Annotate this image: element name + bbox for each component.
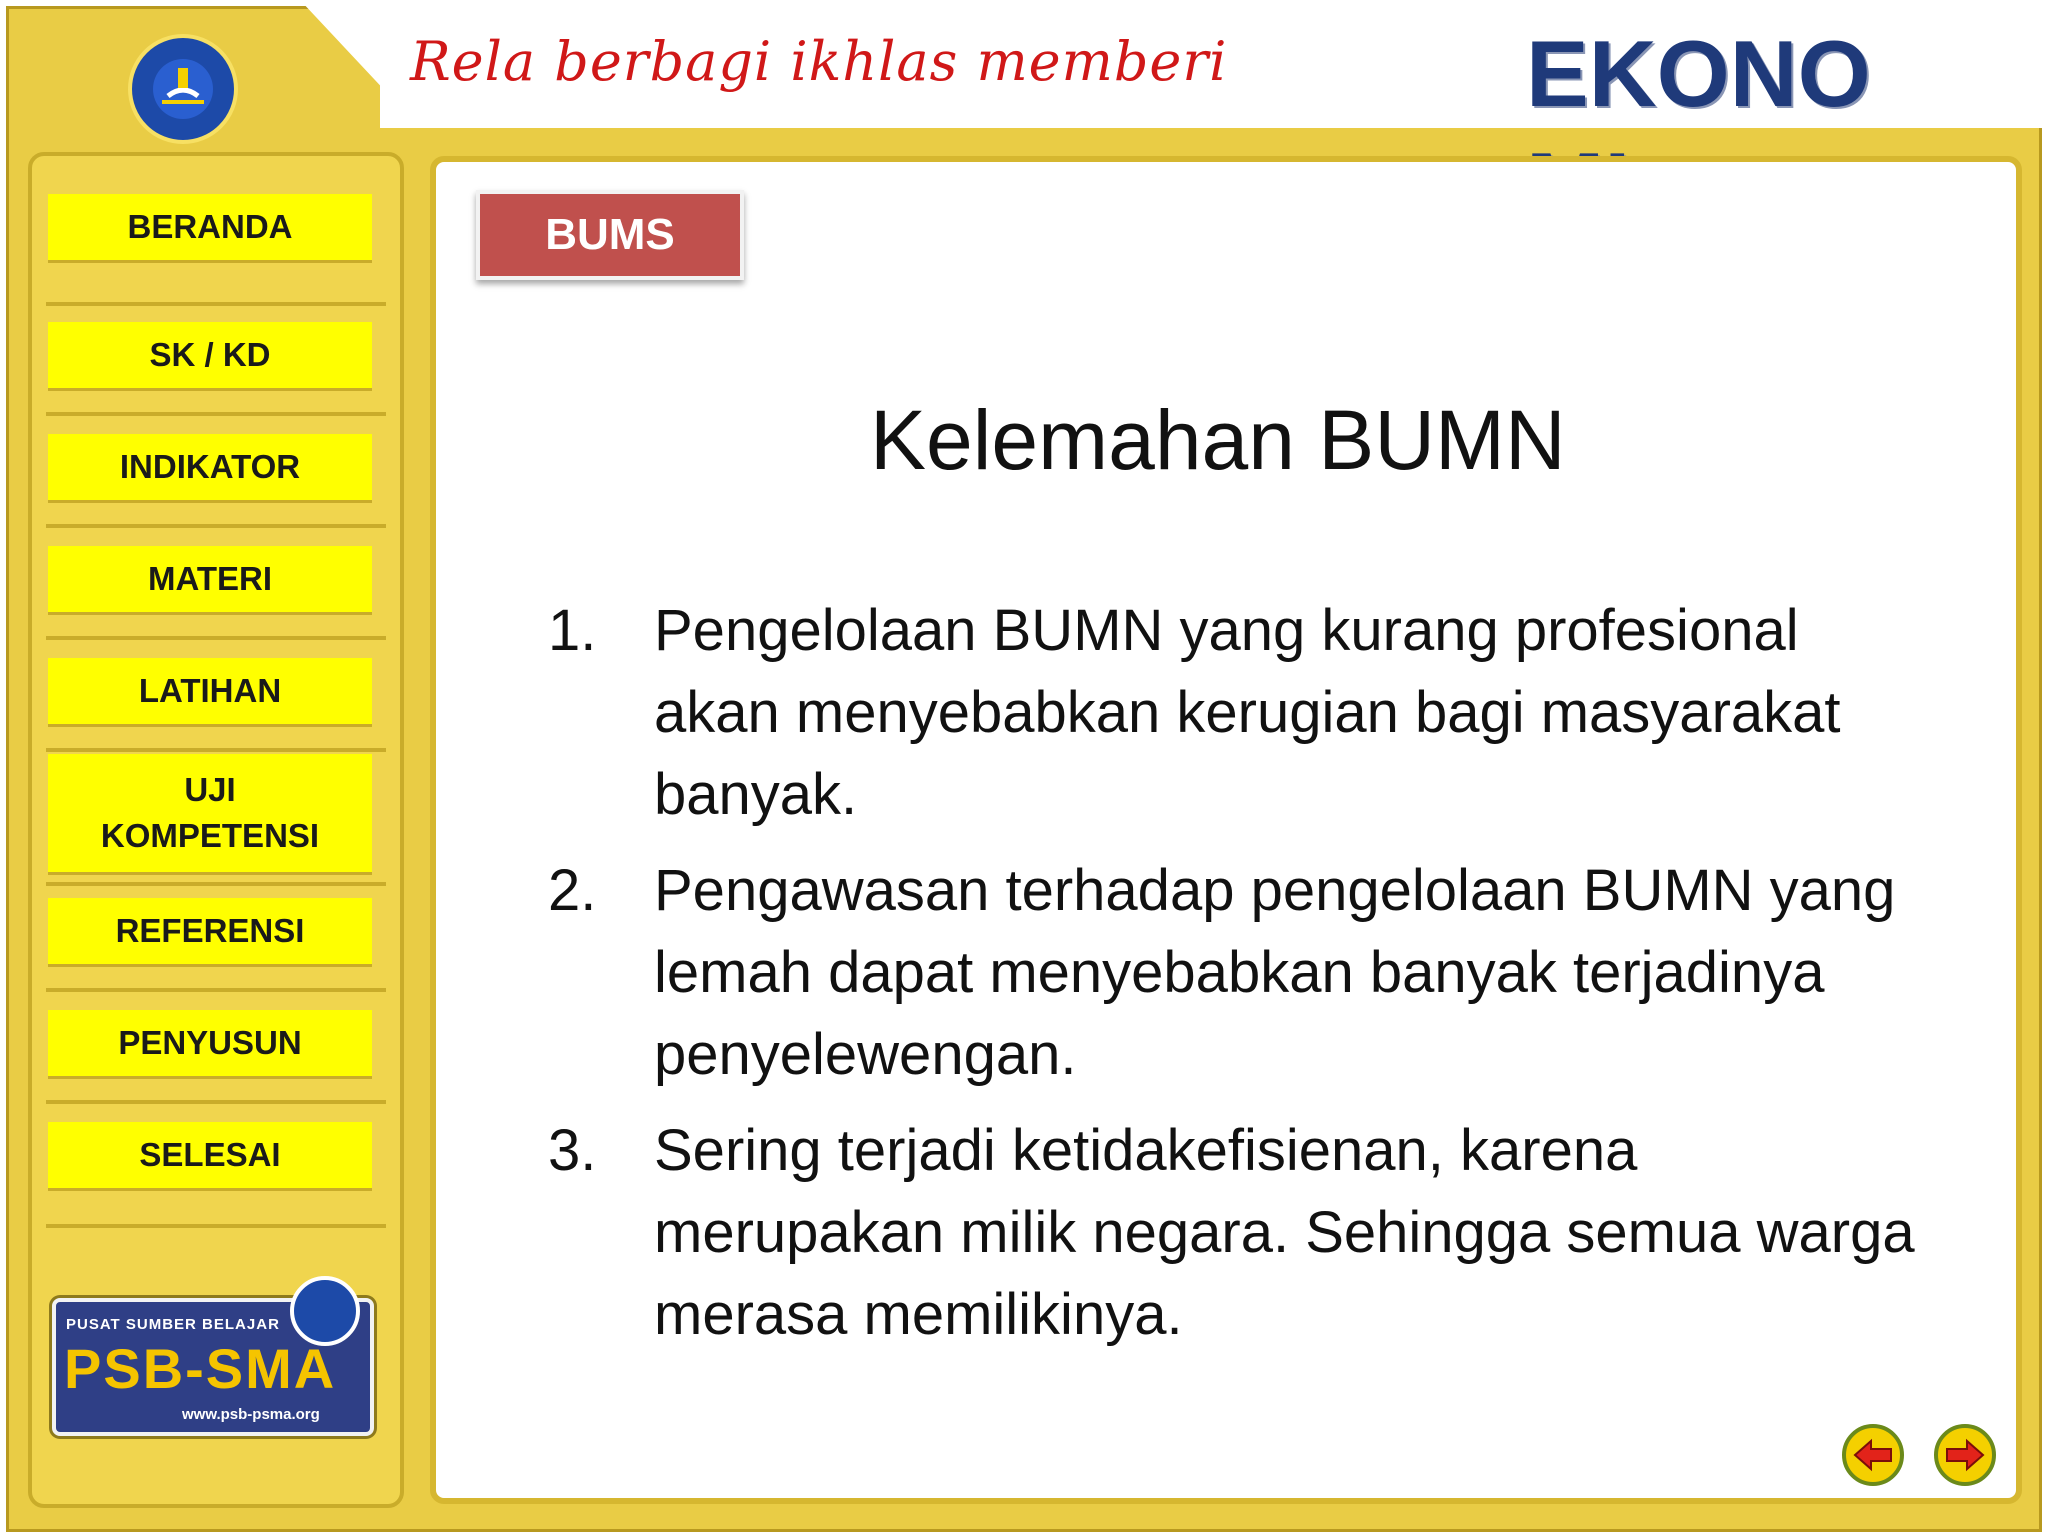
- prev-button[interactable]: [1842, 1424, 1904, 1486]
- page-title: Kelemahan BUMN: [870, 393, 1566, 487]
- list-text: Sering terjadi ketidakefisienan, karena merupakan milik negara. Sehingga semua warga merasa memilikinya.: [654, 1118, 1915, 1347]
- psb-brand-text: PSB-SMA: [64, 1337, 337, 1400]
- tagline: Rela berbagi ikhlas memberi: [410, 30, 1228, 93]
- sidebar-item-uji-kompetensi[interactable]: UJI KOMPETENSI: [48, 754, 372, 872]
- nav-divider: [46, 1100, 386, 1104]
- list-number: 1.: [548, 598, 597, 663]
- list-item: [548, 590, 1918, 836]
- sidebar-item-referensi[interactable]: REFERENSI: [48, 898, 372, 964]
- list-item: [548, 850, 1918, 1096]
- weakness-list: [548, 590, 1918, 1370]
- nav-divider: [46, 302, 386, 306]
- list-text: Pengawasan terhadap pengelolaan BUMN yang lemah dapat menyebabkan banyak terjadinya penyelewengan.: [654, 858, 1896, 1087]
- nav-divider: [46, 748, 386, 752]
- nav-divider: [46, 988, 386, 992]
- nav-divider: [46, 636, 386, 640]
- sidebar-item-sk-kd[interactable]: SK / KD: [48, 322, 372, 388]
- sidebar-item-materi[interactable]: MATERI: [48, 546, 372, 612]
- sidebar-item-latihan[interactable]: LATIHAN: [48, 658, 372, 724]
- list-item: [548, 1110, 1918, 1356]
- nav-divider: [46, 412, 386, 416]
- sidebar-item-beranda[interactable]: BERANDA: [48, 194, 372, 260]
- next-button[interactable]: [1934, 1424, 1996, 1486]
- tut-wuri-emblem-icon: [128, 34, 238, 144]
- list-number: 3.: [548, 1118, 597, 1183]
- nav-divider: [46, 882, 386, 886]
- section-badge[interactable]: BUMS: [476, 190, 744, 280]
- nav-divider: [46, 1224, 386, 1228]
- sidebar-item-indikator[interactable]: INDIKATOR: [48, 434, 372, 500]
- sidebar-item-selesai[interactable]: SELESAI: [48, 1122, 372, 1188]
- psb-url-text: www.psb-psma.org: [182, 1406, 320, 1423]
- header-slope: [300, 0, 420, 128]
- sidebar-item-penyusun[interactable]: PENYUSUN: [48, 1010, 372, 1076]
- subject-title: EKONO: [1526, 21, 1871, 126]
- arrow-right-icon: [1945, 1438, 1985, 1472]
- psb-top-text: PUSAT SUMBER BELAJAR: [66, 1316, 280, 1333]
- list-text: Pengelolaan BUMN yang kurang profesional akan menyebabkan kerugian bagi masyarakat banyak.: [654, 598, 1841, 827]
- nav-divider: [46, 524, 386, 528]
- list-number: 2.: [548, 858, 597, 923]
- arrow-left-icon: [1853, 1438, 1893, 1472]
- psb-sma-logo[interactable]: [52, 1298, 374, 1436]
